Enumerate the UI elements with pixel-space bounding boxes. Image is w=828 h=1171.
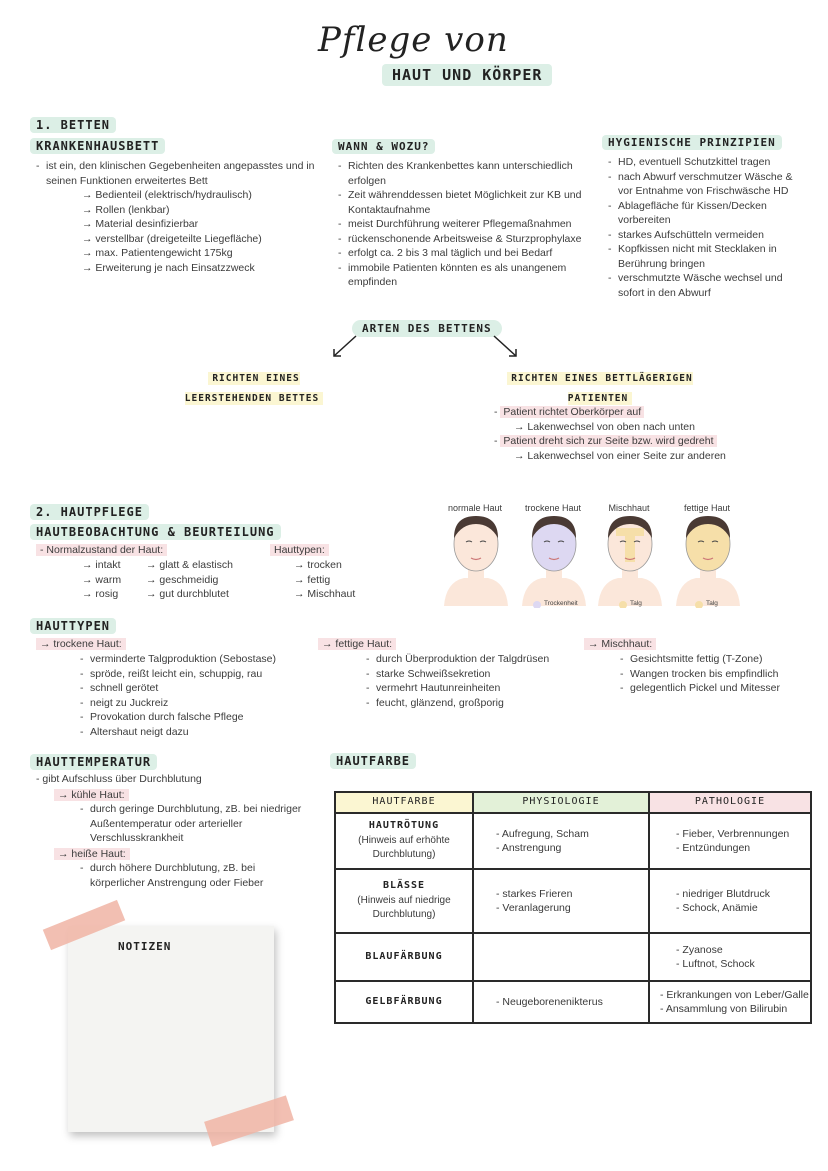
legend-sebum-1: Talg (630, 600, 642, 607)
list-item: - immobile Patienten könnten es als unangenem empfinden (338, 261, 582, 290)
table-row (335, 813, 811, 869)
fettig-label-wrap (318, 637, 396, 652)
table-row (335, 981, 811, 1023)
cell-text: Fieber, Verbrennungen (682, 827, 790, 840)
row-color-sub: (Hinweis auf erhöhte Durchblutung) (358, 834, 450, 861)
bettlaegerig-item-2: Patient dreht sich zur Seite bzw. wird gedreht (500, 435, 716, 447)
section-2-heading-wrap (30, 503, 149, 521)
list-item: → rosig (82, 588, 119, 600)
skin-type-illustration (436, 498, 746, 608)
cell-text: Aufregung, Scham (501, 827, 589, 840)
section-1-heading: 1. BETTEN (30, 117, 116, 133)
table-cell-path (649, 813, 811, 869)
fettig-list (366, 652, 576, 710)
list-item: - durch Überproduktion der Talgdrüsen (366, 652, 576, 667)
arten-heading: ARTEN DES BETTENS (352, 320, 502, 337)
krankenhausbett-list (82, 188, 330, 275)
table-cell-color (335, 933, 473, 981)
heiss-label-wrap (54, 847, 316, 862)
kuehl-label-wrap (54, 788, 316, 803)
bettlaegerig-item-2-result: → Lakenwechsel von einer Seite zur anderen (514, 449, 726, 462)
cell-text: Anstrengung (501, 842, 562, 854)
krankenhausbett-heading: KRANKENHAUSBETT (30, 138, 165, 154)
face-label-oily: fettige Haut (683, 503, 731, 513)
cell-item: - Veranlagerung (496, 902, 571, 914)
cell-text: Erkrankungen von Leber/Galle (666, 988, 809, 1001)
row-color-name: BLAUFÄRBUNG (365, 950, 443, 962)
list-item: - Provokation durch falsche Pflege (80, 710, 300, 725)
page-title: HAUT UND KÖRPER (382, 64, 552, 86)
table-cell-phys (473, 869, 649, 933)
faces-svg (436, 512, 746, 608)
table-header-physiologie: PHYSIOLOGIE (473, 792, 649, 813)
table-cell-color (335, 813, 473, 869)
fettig-label: → fettige Haut: (318, 638, 396, 650)
list-item: - spröde, reißt leicht ein, schuppig, rau (80, 667, 300, 682)
face-label-normal: normale Haut (447, 503, 503, 513)
table-cell-path (649, 933, 811, 981)
table-cell-color (335, 869, 473, 933)
list-item: → Material desinfizierbar (82, 218, 199, 230)
normalzustand-label-wrap (36, 543, 167, 558)
trocken-label: → trockene Haut: (36, 638, 126, 650)
face-label-dry: trockene Haut (524, 503, 582, 513)
row-color-sub: (Hinweis auf niedrige Durchblutung) (357, 894, 451, 921)
table-cell-color (335, 981, 473, 1023)
list-item: → Bedienteil (elektrisch/hydraulisch) (82, 189, 252, 201)
arrow-left-line (334, 336, 356, 356)
list-item: - verminderte Talgproduktion (Sebostase) (80, 652, 300, 667)
face-dry (522, 516, 586, 606)
list-item: - Altershaut neigt dazu (80, 725, 300, 740)
cell-item: - Aufregung, Scham (496, 827, 589, 840)
leerstehend-block (165, 368, 343, 408)
trocken-label-wrap (36, 637, 126, 652)
row-color-name: HAUTRÖTUNG (368, 820, 440, 832)
normalzustand-col-1 (82, 558, 121, 602)
cell-item: - Schock, Anämie (676, 902, 758, 914)
krankenhausbett-intro: - ist ein, den klinischen Gegebenheiten angepasstes und in seinen Funktionen erweitertes Bett (36, 159, 322, 188)
list-item: - starkes Aufschütteln vermeiden (608, 228, 802, 243)
list-item: - durch geringe Durchblutung, zB. bei niedriger Außentemperatur oder arterieller Verschlusskrankheit (80, 802, 306, 846)
heiss-label: → heiße Haut: (54, 848, 130, 860)
section-2-heading: 2. HAUTPFLEGE (30, 504, 149, 520)
cell-item: - Fieber, Verbrennungen (676, 827, 790, 840)
list-item: → Erweiterung je nach Einsatzzweck (82, 261, 255, 274)
list-item: → geschmeidig (146, 573, 219, 586)
row-color-name: BLÄSSE (382, 880, 426, 892)
cell-item: - Ansammlung von Bilirubin (660, 1003, 788, 1015)
arrow-right-line (494, 336, 516, 356)
table-header-pathologie: PATHOLOGIE (649, 792, 811, 813)
list-item: → trocken (294, 559, 342, 571)
cell-text: Ansammlung von Bilirubin (665, 1003, 788, 1015)
notes-card[interactable] (68, 926, 274, 1132)
list-item: - starke Schweißsekretion (366, 667, 576, 682)
list-item: → warm (82, 573, 122, 586)
list-item: → verstellbar (dreigeteilte Liegefläche) (82, 232, 262, 245)
list-item: - Ablagefläche für Kissen/Decken vorbereiten (608, 199, 802, 228)
list-item: → fettig (294, 573, 331, 586)
list-item: - meist Durchführung weiterer Pflegemaßnahmen (338, 217, 582, 232)
list-item: - durch höhere Durchblutung, zB. bei körperlicher Anstrengung oder Fieber (80, 861, 306, 890)
list-item: → max. Patientengewicht 175kg (82, 247, 233, 259)
legend-sebum-2: Talg (706, 600, 718, 607)
hygiene-heading: HYGIENISCHE PRINZIPIEN (602, 135, 782, 150)
table-cell-phys (473, 813, 649, 869)
wann-list (338, 159, 582, 290)
table-cell-phys (473, 981, 649, 1023)
cell-item: - Erkrankungen von Leber/Galle (660, 988, 809, 1001)
leerstehend-heading: RICHTEN EINES LEERSTEHENDEN BETTES (185, 372, 323, 405)
face-normal (444, 516, 508, 606)
table-row (335, 869, 811, 933)
hauttemperatur-heading: HAUTTEMPERATUR (30, 754, 157, 770)
hautfarbe-table (334, 791, 812, 1024)
cell-text: Entzündungen (682, 842, 751, 854)
title-main-wrap (382, 64, 552, 86)
list-item: - Kopfkissen nicht mit Stecklaken in Berührung bringen (608, 242, 802, 271)
hautfarbe-heading: HAUTFARBE (330, 753, 416, 769)
hauttemperatur-block (36, 772, 316, 890)
hauttemperatur-intro-text: gibt Aufschluss über Durchblutung (42, 773, 202, 785)
list-item: - gelegentlich Pickel und Mitesser (620, 681, 810, 696)
wann-block (332, 137, 582, 290)
table-cell-path (649, 981, 811, 1023)
normalzustand-label-text: Normalzustand der Haut: (46, 544, 164, 556)
list-item: → glatt & elastisch (146, 559, 233, 571)
kuehl-list (80, 802, 306, 846)
bettlaegerig-heading: RICHTEN EINES BETTLÄGERIGEN PATIENTEN (507, 372, 692, 405)
cell-item: - Zyanose (676, 943, 723, 956)
table-cell-phys (473, 933, 649, 981)
list-item: → Rollen (lenkbar) (82, 203, 170, 216)
normalzustand-label: - Normalzustand der Haut: (36, 544, 167, 556)
hauttypen-label-wrap (270, 543, 329, 558)
hautfarbe-heading-wrap (330, 752, 416, 770)
face-label-mixed: Mischhaut (608, 503, 650, 513)
table-cell-path (649, 869, 811, 933)
face-mixed (598, 516, 662, 606)
list-item: - Zeit währenddessen bietet Möglichkeit zur KB und Kontaktaufnahme (338, 188, 582, 217)
hauttemperatur-intro: - gibt Aufschluss über Durchblutung (36, 773, 202, 785)
table-header-hautfarbe: HAUTFARBE (335, 792, 473, 813)
bettlaegerig-heading-block (505, 368, 695, 408)
wann-heading: WANN & WOZU? (332, 139, 435, 154)
cell-item: - Entzündungen (676, 842, 751, 854)
list-item: - nach Abwurf verschmutzer Wäsche & vor Entnahme von Frischwäsche HD (608, 170, 802, 199)
cell-text: Zyanose (682, 943, 723, 956)
list-item: → intakt (82, 559, 121, 571)
list-item: - neigt zu Juckreiz (80, 696, 300, 711)
cell-text: Schock, Anämie (682, 902, 758, 914)
list-item: → Mischhaut (294, 588, 356, 600)
cell-item: - Neugeborenenikterus (496, 995, 603, 1008)
cell-text: starkes Frieren (502, 887, 573, 900)
list-item: - HD, eventuell Schutzkittel tragen (608, 155, 802, 170)
hautbeobachtung-heading: HAUTBEOBACHTUNG & BEURTEILUNG (30, 524, 281, 540)
title-script: Pflege von (318, 20, 509, 60)
notes-heading: NOTIZEN (118, 940, 172, 953)
cell-item: - Luftnot, Schock (676, 958, 755, 970)
list-item: → gut durchblutet (146, 588, 229, 600)
krankenhausbett-block (30, 137, 330, 275)
table-row (335, 933, 811, 981)
heiss-list (80, 861, 306, 890)
cell-text: Luftnot, Schock (682, 958, 755, 970)
normalzustand-col-2 (146, 558, 233, 602)
misch-list (620, 652, 810, 696)
bettlaegerig-item-1: Patient richtet Oberkörper auf (500, 406, 644, 418)
list-item: - rückenschonende Arbeitsweise & Sturzprophylaxe (338, 232, 582, 247)
arten-arrows (320, 330, 530, 364)
legend-dryness: Trockenheit (544, 600, 578, 607)
list-item: - verschmutzte Wäsche wechsel und sofort in den Abwurf (608, 271, 802, 300)
hygiene-block (602, 133, 802, 300)
misch-label-wrap (584, 637, 656, 652)
cell-text: Neugeborenenikterus (502, 995, 603, 1008)
list-item: - vermehrt Hautunreinheiten (366, 681, 576, 696)
misch-label: → Mischhaut: (584, 638, 656, 650)
cell-item: - starkes Frieren (496, 887, 573, 900)
shoulders (444, 578, 508, 606)
list-item: - Richten des Krankenbettes kann unterschiedlich erfolgen (338, 159, 582, 188)
hautbeobachtung-heading-wrap (30, 523, 281, 541)
hauttypen-heading-wrap (30, 617, 116, 635)
bettlaegerig-list: - Patient richtet Oberkörper auf → Lakenwechsel von oben nach unten - Patient dreht sich zur Seite bzw. wird gedreht → Lakenwechsel von einer Seite zur anderen (494, 405, 794, 463)
kuehl-label: → kühle Haut: (54, 789, 129, 801)
hauttypen-label: Hauttypen: (270, 544, 329, 556)
section-1-heading-wrap (30, 116, 116, 134)
cell-item: - niedriger Blutdruck (676, 887, 770, 900)
list-item: - erfolgt ca. 2 bis 3 mal täglich und bei Bedarf (338, 246, 582, 261)
hauttypen-col (294, 558, 355, 602)
row-color-name: GELBFÄRBUNG (365, 995, 443, 1007)
table-header-row (335, 792, 811, 813)
cell-text: niedriger Blutdruck (682, 887, 770, 900)
list-item: - schnell gerötet (80, 681, 300, 696)
hauttypen-heading: HAUTTYPEN (30, 618, 116, 634)
face-oily (676, 516, 740, 606)
list-item: - Wangen trocken bis empfindlich (620, 667, 810, 682)
cell-item: - Anstrengung (496, 842, 562, 854)
cell-text: Veranlagerung (502, 902, 571, 914)
bettlaegerig-item-1-result: → Lakenwechsel von oben nach unten (514, 420, 695, 433)
hygiene-list (608, 155, 802, 300)
hauttemperatur-heading-wrap (30, 753, 157, 771)
trocken-list (80, 652, 300, 739)
list-item: - feucht, glänzend, großporig (366, 696, 576, 711)
list-item: - Gesichtsmitte fettig (T-Zone) (620, 652, 810, 667)
